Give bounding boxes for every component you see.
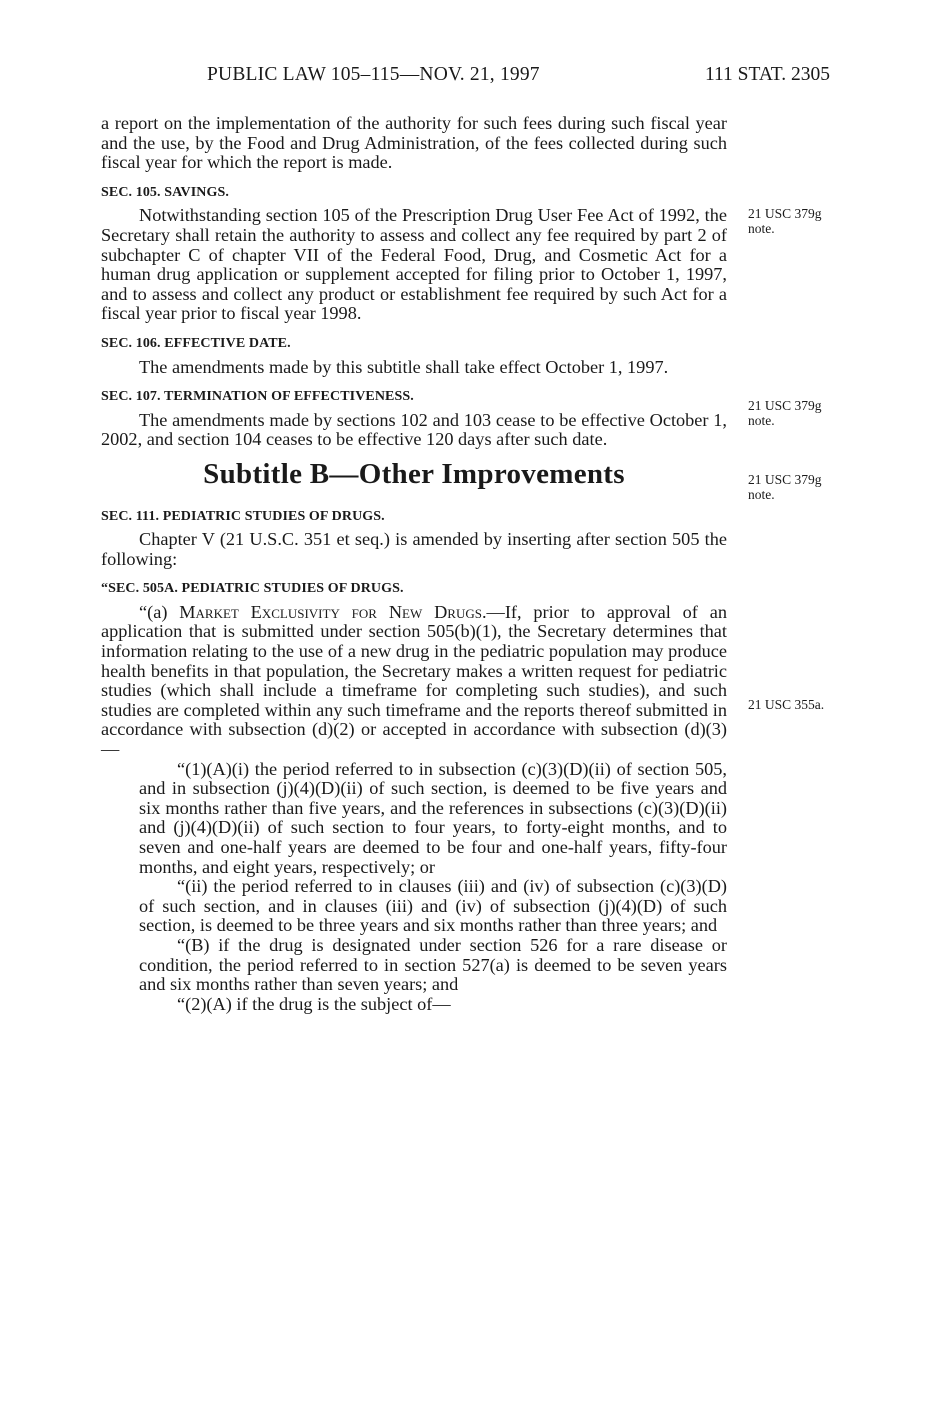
margin-note-107: 21 USC 379g note. — [748, 472, 822, 502]
running-head: PUBLIC LAW 105–115—NOV. 21, 1997 — [207, 64, 540, 85]
paragraph-a-open: “(a) — [139, 601, 180, 622]
section-107-heading: SEC. 107. TERMINATION OF EFFECTIVENESS. — [101, 389, 414, 405]
margin-note-505a: 21 USC 355a. — [748, 697, 825, 712]
section-106-heading: SEC. 106. EFFECTIVE DATE. — [101, 335, 291, 351]
margin-note-106: 21 USC 379g note. — [748, 398, 822, 428]
paragraph-a-text: .—If, prior to approval of an application that is submitted under section 505(b)(1), the Secretary determines that information relating to the use of a new drug in the pediatric population may produce health benefits in that population, the Secretary makes a written request for pediatric studies (which shall include a timeframe for completing such studies), and such studies are completed within any such timeframe and the reports thereof submitted in accordance with subsection (d)(2) or accepted in accordance with subsection (d)(3)— — [101, 601, 727, 760]
paragraph-2-A: “(2)(A) if the drug is the subject of— — [177, 993, 451, 1014]
section-106-text: The amendments made by this subtitle shall take effect October 1, 1997. — [139, 356, 669, 377]
continuation-paragraph: a report on the implementation of the authority for such fees during such fiscal year and the use, by the Food and Drug Administration, of the fees collected during such fiscal year for which the report is made. — [101, 113, 727, 173]
paragraph-1-A-i: “(1)(A)(i) the period referred to in subsection (c)(3)(D)(ii) of section 505, and in subsection (j)(4)(D)(ii) of such section, is deemed to be five years and six months rather than five years, and the references in subsections (c)(3)(D)(ii) and (j)(4)(D)(ii) of such section to four years, to forty-eight months, and to seven and one-half years are deemed to be four and one-half years, fifty-four months, and eight years, respectively; or — [139, 758, 727, 877]
section-111-heading: SEC. 111. PEDIATRIC STUDIES OF DRUGS. — [101, 508, 385, 524]
section-111-text: Chapter V (21 U.S.C. 351 et seq.) is amended by inserting after section 505 the following: — [101, 529, 727, 569]
paragraph-B: “(B) if the drug is designated under section 526 for a rare disease or condition, the period referred to in section 527(a) is deemed to be seven years and six months rather than seven years; and — [139, 934, 727, 995]
page-number: 111 STAT. 2305 — [705, 64, 831, 85]
section-105-text: Notwithstanding section 105 of the Prescription Drug User Fee Act of 1992, the Secretary shall retain the authority to assess and collect any fee required by part 2 of subchapter C of chapter VII of the Federal Food, Drug, and Cosmetic Act for a human drug application or supplement accepted for filing prior to October 1, 1997, and to assess and collect any product or establishment fee required by such Act for a fiscal year prior to fiscal year 1998. — [101, 205, 727, 324]
section-505a-heading: “SEC. 505A. PEDIATRIC STUDIES OF DRUGS. — [101, 581, 404, 597]
paragraph-a-caption: Market Exclusivity for New Drugs — [179, 601, 482, 622]
subtitle-heading: Subtitle B—Other Improvements — [203, 457, 625, 490]
body-text — [101, 114, 727, 1014]
paragraph-ii: “(ii) the period referred to in clauses (iii) and (iv) of subsection (c)(3)(D) of such section, and in clauses (iii) and (iv) of subsection (j)(4)(D) of such section, is deemed to be three years and six months rather than three years; and — [139, 876, 727, 936]
section-105-heading: SEC. 105. SAVINGS. — [101, 184, 229, 200]
section-107-text: The amendments made by sections 102 and 103 cease to be effective October 1, 2002, and section 104 ceases to be effective 120 days after such date. — [101, 409, 727, 450]
paragraph-a — [101, 603, 727, 760]
margin-note-105: 21 USC 379g note. — [748, 206, 822, 236]
